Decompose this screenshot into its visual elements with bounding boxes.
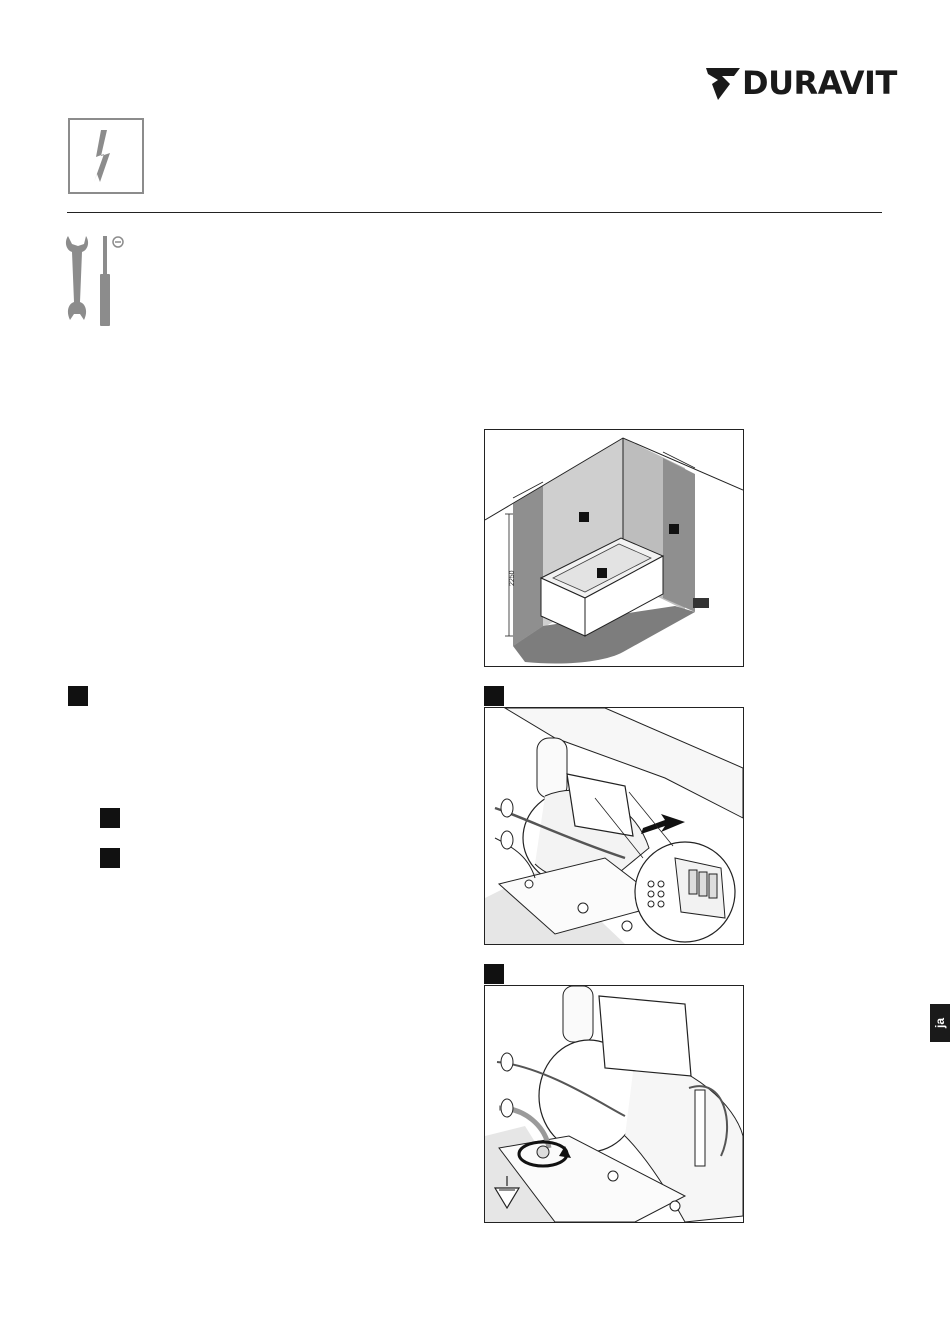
language-tab-label: ja	[933, 1018, 947, 1029]
zone-marker-side	[669, 524, 679, 534]
language-tab[interactable]	[930, 1004, 950, 1042]
zone-marker-tub	[597, 568, 607, 578]
pump-ground-figure	[484, 985, 744, 1223]
wrench-screwdriver-icon	[62, 232, 128, 330]
pump-wiring-figure	[484, 707, 744, 945]
header-divider	[67, 212, 882, 213]
duravit-logo	[704, 62, 897, 104]
dimension-label: 2250	[509, 570, 516, 586]
zone-marker-wall	[579, 512, 589, 522]
figure-marker	[484, 686, 504, 706]
figure-marker	[484, 964, 504, 984]
tools-required-icon	[62, 232, 128, 330]
electrical-hazard-icon	[70, 120, 142, 192]
step-marker	[68, 686, 88, 706]
socket-icon	[693, 598, 709, 608]
step-marker	[100, 808, 120, 828]
step-marker	[100, 848, 120, 868]
bathtub-zone-figure	[484, 429, 744, 667]
brand-wordmark: DURAVIT	[742, 64, 897, 102]
duravit-logo-mark-icon	[704, 62, 744, 104]
electrical-warning-box	[68, 118, 144, 194]
